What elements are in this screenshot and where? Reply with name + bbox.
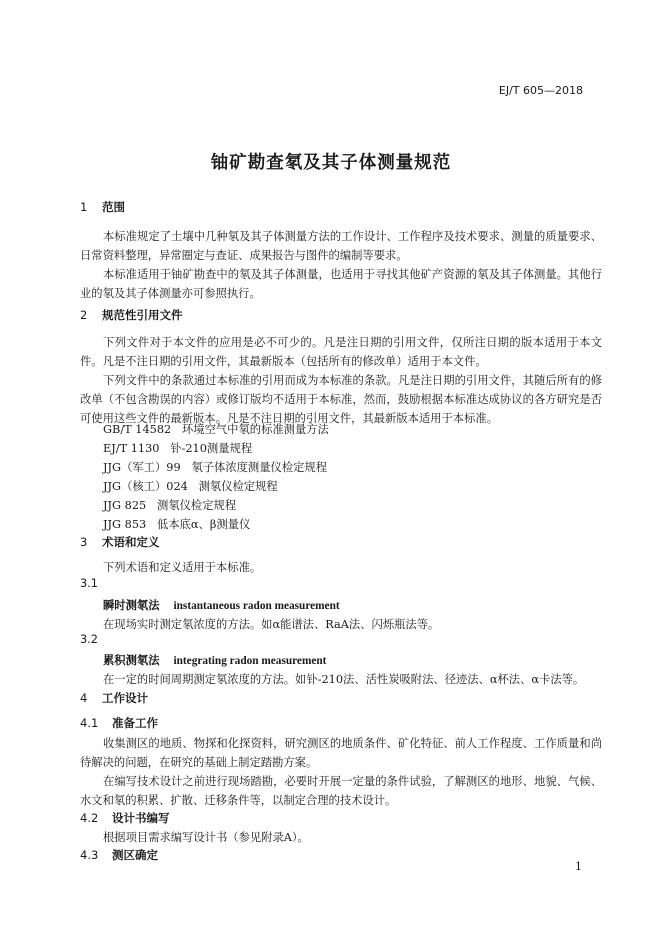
section-3-heading	[80, 534, 160, 550]
subsection-4-1-heading	[80, 715, 158, 731]
reference-item	[103, 421, 329, 437]
term-english: instantaneous radon measurement	[173, 600, 340, 612]
term-number: 3.2	[80, 633, 98, 646]
subsection-number: 4.3	[80, 848, 99, 862]
subsection-4-2-heading	[80, 810, 170, 826]
section-title: 工作设计	[102, 691, 148, 705]
section-number: 4	[80, 691, 88, 705]
section-2-para-1: 下列文件对于本文件的应用是必不可少的。凡是注日期的引用文件，仅所注日期的版本适用于本文件。凡是不注日期的引用文件，其最新版本（包括所有的修改单）适用于本文件。	[80, 336, 602, 368]
reference-name: 测氡仪检定规程	[157, 499, 237, 512]
term-english: integrating radon measurement	[173, 655, 327, 667]
section-3-intro: 下列术语和定义适用于本标准。	[103, 561, 262, 574]
reference-item	[103, 478, 278, 494]
subsection-4-1-para-1: 收集测区的地质、物探和化探资料，研究测区的地质条件、矿化特征、前人工作程度、工作质量和尚待解决的问题，在研究的基础上制定踏勘方案。	[80, 737, 602, 769]
reference-name: 钋-210测量规程	[170, 442, 253, 455]
section-1-heading	[80, 199, 125, 215]
term-definition: 在一定的时间周期测定氡浓度的方法。如钋-210法、活性炭吸附法、径迹法、α杯法、α卡法等。	[103, 673, 585, 686]
reference-item	[103, 459, 327, 475]
reference-name: 低本底α、β测量仪	[157, 518, 251, 531]
reference-code: JJG（军工）99	[103, 461, 181, 474]
reference-name: 环境空气中氡的标准测量方法	[181, 423, 329, 436]
section-1-para-2: 本标准适用于铀矿勘查中的氡及其子体测量，也适用于寻找其他矿产资源的氡及其子体测量。其他行业的氡及其子体测量亦可参照执行。	[80, 268, 602, 300]
term-definition: 在现场实时测定氡浓度的方法。如α能谱法、RaA法、闪烁瓶法等。	[103, 618, 440, 631]
reference-item	[103, 497, 236, 513]
section-number: 1	[80, 200, 88, 214]
reference-name: 测氡仪检定规程	[198, 480, 278, 493]
page-number: 1	[575, 860, 582, 873]
term-entry	[103, 597, 340, 613]
section-title: 范围	[102, 200, 125, 214]
section-2-para-2: 下列文件中的条款通过本标准的引用而成为本标准的条款。凡是注日期的引用文件，其随后所有的修改单（不包含勘误的内容）或修订版均不适用于本标准，然而，鼓励根据本标准达成协议的各方研究是否可使用这些文件的最新版本。凡是不注日期的引用文件，其最新版本适用于本标准。	[80, 374, 602, 425]
section-2-heading	[80, 307, 183, 323]
standard-code: EJ/T 605—2018	[498, 84, 583, 97]
subsection-number: 4.1	[80, 716, 99, 730]
term-number: 3.1	[80, 577, 98, 590]
subsection-title: 准备工作	[112, 716, 158, 730]
section-4-heading	[80, 690, 148, 706]
subsection-4-1-para-2: 在编写技术设计之前进行现场踏勘，必要时开展一定量的条件试验，了解测区的地形、地貌、气候、水文和氡的积累、扩散、迁移条件等，以制定合理的技术设计。	[80, 775, 602, 807]
reference-code: GB/T 14582	[103, 423, 172, 436]
subsection-title: 设计书编写	[112, 811, 170, 825]
term-entry	[103, 652, 326, 668]
reference-code: EJ/T 1130	[103, 442, 160, 455]
subsection-4-2-para: 根据项目需求编写设计书（参见附录A）。	[103, 831, 309, 844]
reference-code: JJG 825	[103, 499, 147, 512]
section-1-para-1: 本标准规定了土壤中几种氡及其子体测量方法的工作设计、工作程序及技术要求、测量的质量要求、日常资料整理，异常圈定与查证、成果报告与图件的编制等要求。	[80, 230, 602, 262]
subsection-title: 测区确定	[112, 848, 158, 862]
subsection-number: 4.2	[80, 811, 99, 825]
reference-code: JJG（核工）024	[103, 480, 188, 493]
term-chinese: 瞬时测氡法	[103, 599, 160, 612]
term-chinese: 累积测氡法	[103, 654, 160, 667]
section-title: 术语和定义	[102, 535, 160, 549]
subsection-4-3-heading	[80, 847, 158, 863]
reference-item	[103, 516, 250, 532]
reference-item	[103, 440, 252, 456]
document-title: 铀矿勘查氡及其子体测量规范	[210, 153, 452, 173]
section-title: 规范性引用文件	[102, 308, 183, 322]
section-number: 3	[80, 535, 88, 549]
reference-name: 氡子体浓度测量仪检定规程	[191, 461, 328, 474]
section-number: 2	[80, 308, 88, 322]
reference-code: JJG 853	[103, 518, 147, 531]
